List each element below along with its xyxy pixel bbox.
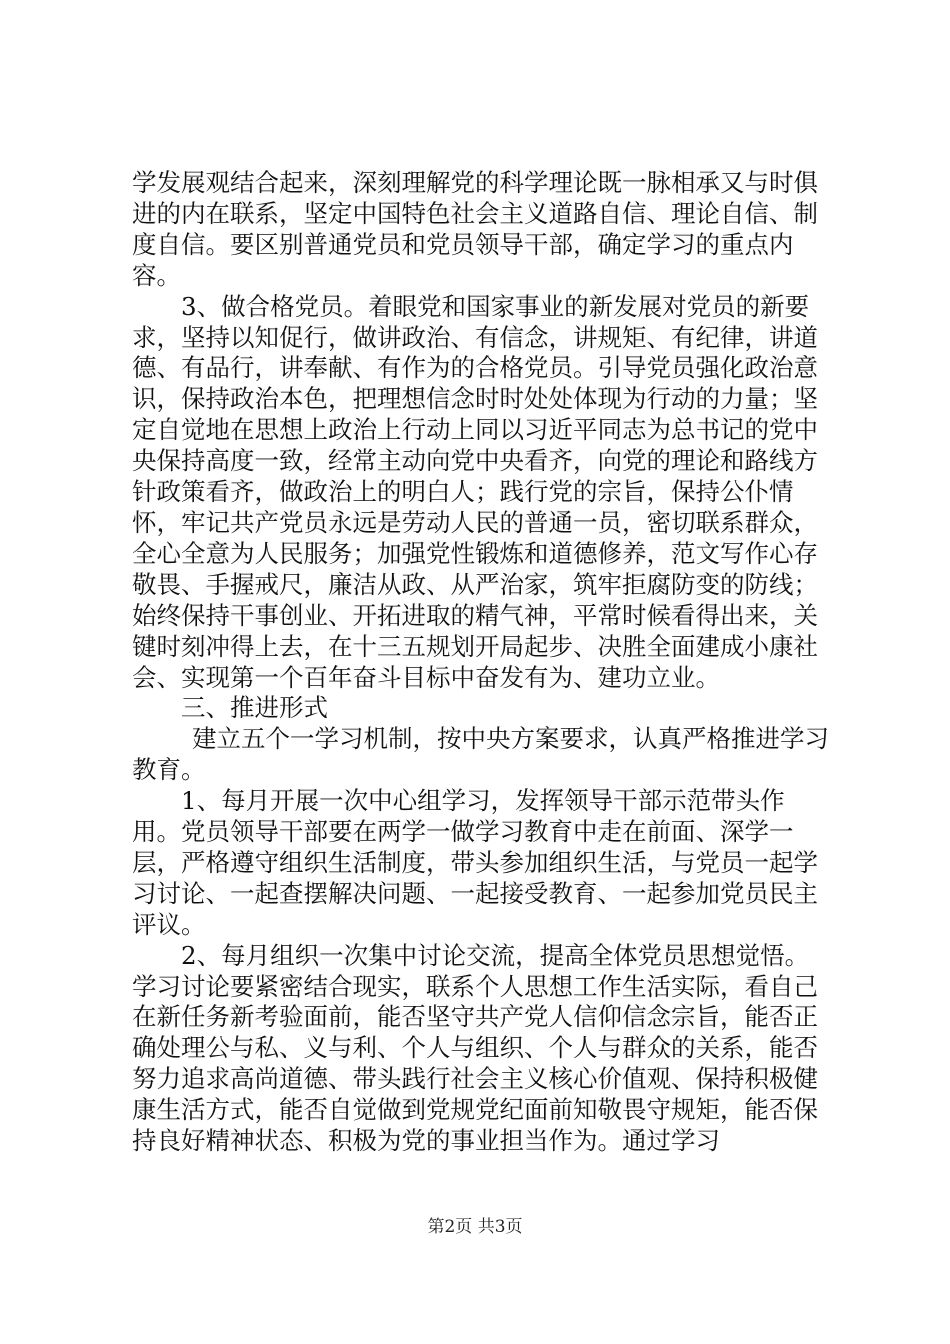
paragraph-central-group-study: 1、每月开展一次中心组学习，发挥领导干部示范带头作用。党员领导干部要在两学一做学习教育中走在前面、深学一层，严格遵守组织生活制度，带头参加组织生活，与党员一起学习讨论、一起查摆解决问题、一起接受教育、一起参加党员民主评议。 — [132, 786, 818, 939]
paragraph-qualified-member: 3、做合格党员。着眼党和国家事业的新发展对党员的新要求，坚持以知促行，做讲政治、有信念，讲规矩、有纪律，讲道德、有品行，讲奉献、有作为的合格党员。引导党员强化政治意识，保持政治本色，把理想信念时时处处体现为行动的力量；坚定自觉地在思想上政治上行动上同以习近平同志为总书记的党中央保持高度一致，经常主动向党中央看齐，向党的理论和路线方针政策看齐，做政治上的明白人；践行党的宗旨，保持公仆情怀，牢记共产党员永远是劳动人民的普通一员，密切联系群众，全心全意为人民服务；加强党性锻炼和道德修养，范文写作心存敬畏、手握戒尺，廉洁从政、从严治家，筑牢拒腐防变的防线；始终保持干事创业、开拓进取的精气神，平常时候看得出来，关键时刻冲得上去，在十三五规划开局起步、决胜全面建成小康社会、实现第一个百年奋斗目标中奋发有为、建功立业。 — [132, 291, 818, 692]
document-body — [132, 168, 832, 1157]
paragraph-continuation: 学发展观结合起来，深刻理解党的科学理论既一脉相承又与时俱进的内在联系，坚定中国特色社会主义道路自信、理论自信、制度自信。要区别普通党员和党员领导干部，确定学习的重点内容。 — [132, 168, 818, 290]
section-heading-promotion-form: 三、推进形式 — [181, 693, 328, 723]
paragraph-monthly-discussion: 2、每月组织一次集中讨论交流，提高全体党员思想觉悟。学习讨论要紧密结合现实，联系个人思想工作生活实际，看自己在新任务新考验面前，能否坚守共产党人信仰信念宗旨，能否正确处理公与私、义与利、个人与组织、个人与群众的关系，能否努力追求高尚道德、带头践行社会主义核心价值观、保持积极健康生活方式，能否自觉做到党规党纪面前知敬畏守规矩，能否保持良好精神状态、积极为党的事业担当作为。通过学习 — [132, 940, 818, 1156]
paragraph-five-one-mechanism: 建立五个一学习机制，按中央方案要求，认真严格推进学习教育。 — [132, 724, 829, 785]
page-footer: 第2页 共3页 — [427, 1217, 523, 1237]
